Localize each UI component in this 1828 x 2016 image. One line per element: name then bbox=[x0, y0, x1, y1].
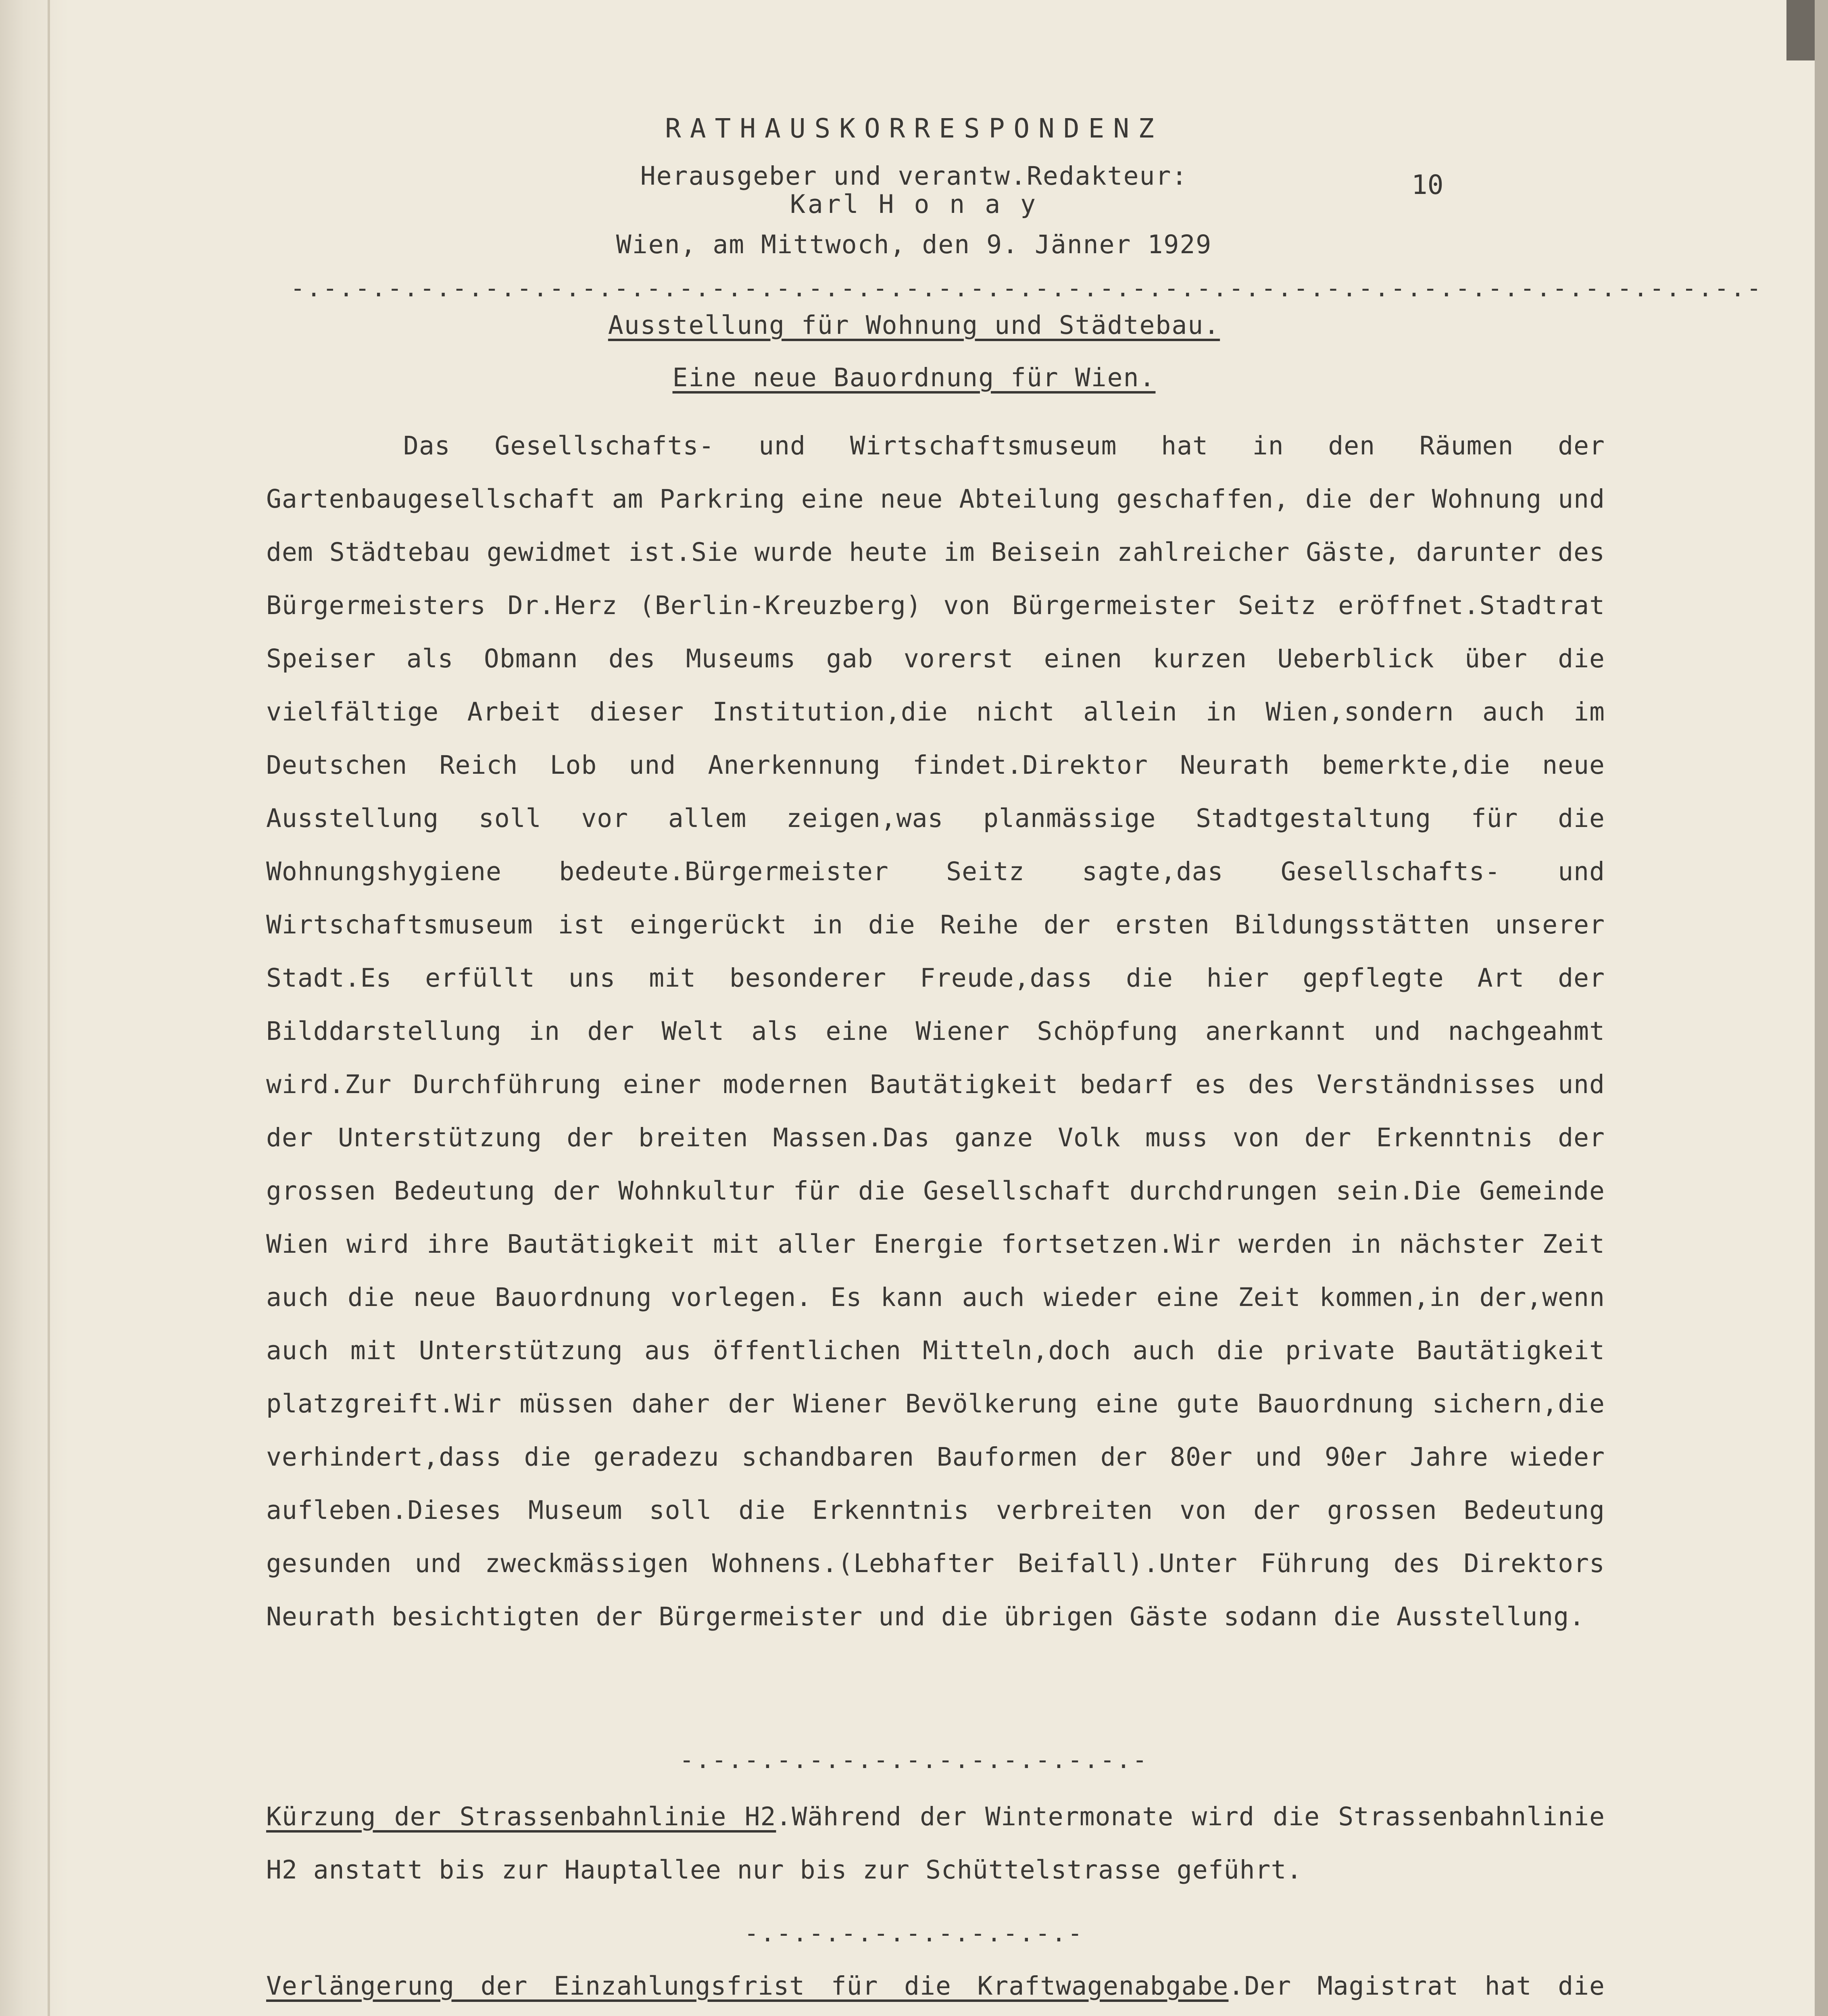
separator: -.-.-.-.-.-.-.-.-.-.- bbox=[744, 1919, 1084, 1947]
binding-fold bbox=[48, 0, 50, 2016]
editor-name: Karl H o n a y bbox=[790, 190, 1038, 219]
news-item-title: Verlängerung der Einzahlungsfrist für die Kraftwagenabgabe bbox=[266, 1971, 1229, 2001]
news-item-tram bbox=[266, 1790, 1605, 1897]
article-subheading-text: Eine neue Bauordnung für Wien. bbox=[672, 363, 1156, 392]
news-item-text: .Während der Wintermonate wird die Strassenbahnlinie H2 anstatt bis zur Hauptallee nur bis zur Schüttelstrasse geführt. bbox=[266, 1802, 1605, 1885]
news-item-text: .Der Magistrat hat die bbox=[1228, 1971, 1605, 2001]
page-binding bbox=[0, 0, 69, 2016]
header-rule: -.-.-.-.-.-.-.-.-.-.-.-.-.-.-.-.-.-.-.-.-.-.-.-.-.-.-.-.-.-.-.-.-.-.-.-.-.-.-.-.-.-.-.-.-.- bbox=[290, 274, 1763, 302]
masthead-title: RATHAUSKORRESPONDENZ bbox=[665, 113, 1163, 144]
separator: -.-.-.-.-.-.-.-.-.-.-.-.-.-.- bbox=[679, 1746, 1149, 1774]
page-edge-shadow bbox=[1815, 0, 1828, 2016]
date-line: Wien, am Mittwoch, den 9. Jänner 1929 bbox=[616, 230, 1212, 259]
news-item-tax bbox=[266, 1960, 1605, 2016]
article-heading bbox=[0, 310, 1828, 340]
article-subheading bbox=[0, 363, 1828, 392]
article-body bbox=[266, 419, 1605, 1643]
page-edge-marker bbox=[1786, 0, 1815, 60]
article-heading-text: Ausstellung für Wohnung und Städtebau. bbox=[608, 310, 1220, 340]
publisher-line: Herausgeber und verantw.Redakteur: bbox=[640, 161, 1188, 191]
news-item-title: Kürzung der Strassenbahnlinie H2 bbox=[266, 1802, 776, 1831]
article-paragraph: Das Gesellschafts- und Wirtschaftsmuseum hat in den Räumen der Gartenbaugesellschaft am Parkring eine neue Abteilung geschaffen, die der Wohnung und dem Städtebau gewidmet ist.Sie wurde heute im Beisein zahlreicher Gäste, darunter des Bürgermeisters Dr.Herz (Berlin-Kreuzberg) von Bürgermeister Seitz eröffnet.Stadtrat Speiser als Obmann des Museums gab vorerst einen kurzen Ueberblick über die vielfältige Arbeit dieser Institution,die nicht allein in Wien,sondern auch im Deutschen Reich Lob und Anerkennung findet.Direktor Neurath bemerkte,die neue Ausstellung soll vor allem zeigen,was planmässige Stadtgestaltung für die Wohnungshygiene bedeute.Bürgermeister Seitz sagte,das Gesellschafts- und Wirtschaftsmuseum ist eingerückt in die Reihe der ersten Bildungsstätten unserer Stadt.Es erfüllt uns mit besonderer Freude,dass die hier gepflegte Art der Bilddarstellung in der Welt als eine Wiener Schöpfung anerkannt und nachgeahmt wird.Zur Durchführung einer modernen Bautätigkeit bedarf es des Verständnisses und der Unterstützung der breiten Massen.Das ganze Volk muss von der Erkenntnis der grossen Bedeutung der Wohnkultur für die Gesellschaft durchdrungen sein.Die Gemeinde Wien wird ihre Bautätigkeit mit aller Energie fortsetzen.Wir werden in nächster Zeit auch die neue Bauordnung vorlegen. Es kann auch wieder eine Zeit kommen,in der,wenn auch mit Unterstützung aus öffentlichen Mitteln,doch auch die private Bautätigkeit platzgreift.Wir müssen daher der Wiener Bevölkerung eine gute Bauordnung sichern,die verhindert,dass die geradezu schandbaren Bauformen der 80er und 90er Jahre wieder aufleben.Dieses Museum soll die Erkenntnis verbreiten von der grossen Bedeutung gesunden und zweckmässigen Wohnens.(Lebhafter Beifall).Unter Führung des Direktors Neurath besichtigten der Bürgermeister und die übrigen Gäste sodann die Ausstellung. bbox=[266, 431, 1605, 1631]
page-number: 10 bbox=[1411, 169, 1444, 200]
